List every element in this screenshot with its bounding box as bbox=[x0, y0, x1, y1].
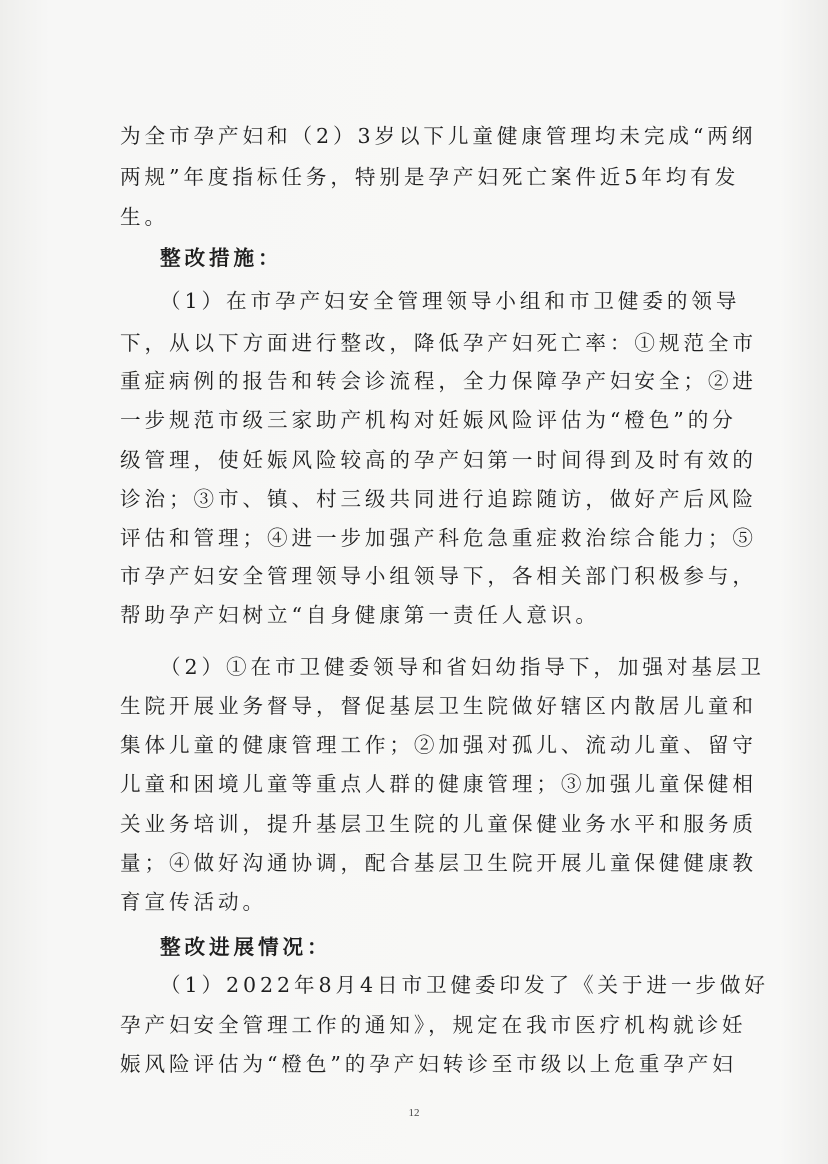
text-line: 量；④做好沟通协调，配合基层卫生院开展儿童保健健康教 bbox=[120, 851, 757, 875]
page-number: 12 bbox=[408, 1107, 420, 1119]
text-line: （1）2022年8月4日市卫健委印发了《关于进一步做好 bbox=[160, 973, 769, 997]
text-line: 诊治；③市、镇、村三级共同进行追踪随访，做好产后风险 bbox=[120, 487, 757, 511]
text-line: 市孕产妇安全管理领导小组领导下，各相关部门积极参与， bbox=[120, 564, 757, 588]
text-line: 评估和管理；④进一步加强产科危急重症救治综合能力；⑤ bbox=[120, 526, 757, 550]
section-heading: 整改进展情况： bbox=[160, 935, 332, 959]
text-line: 关业务培训，提升基层卫生院的儿童保健业务水平和服务质 bbox=[120, 812, 757, 836]
text-line: 重症病例的报告和转会诊流程，全力保障孕产妇安全；②进 bbox=[120, 369, 757, 393]
text-line: 育宣传活动。 bbox=[120, 890, 267, 914]
text-line: （1）在市孕产妇安全管理领导小组和市卫健委的领导 bbox=[160, 289, 741, 313]
text-line: 下，从以下方面进行整改，降低孕产妇死亡率：①规范全市 bbox=[120, 331, 757, 355]
text-line: 集体儿童的健康管理工作；②加强对孤儿、流动儿童、留守 bbox=[120, 733, 757, 757]
section-heading: 整改措施： bbox=[160, 246, 283, 270]
text-line: 生。 bbox=[120, 205, 169, 229]
text-line: 生院开展业务督导，督促基层卫生院做好辖区内散居儿童和 bbox=[120, 694, 757, 718]
text-line: 帮助孕产妇树立“自身健康第一责任人意识。 bbox=[120, 603, 600, 627]
text-line: 为全市孕产妇和（2）3岁以下儿童健康管理均未完成“两纲 bbox=[120, 124, 757, 148]
text-line: （2）①在市卫健委领导和省妇幼指导下，加强对基层卫 bbox=[160, 655, 765, 679]
text-line: 娠风险评估为“橙色”的孕产妇转诊至市级以上危重孕产妇 bbox=[120, 1052, 737, 1076]
text-line: 级管理，使妊娠风险较高的孕产妇第一时间得到及时有效的 bbox=[120, 448, 757, 472]
text-line: 一步规范市级三家助产机构对妊娠风险评估为“橙色”的分 bbox=[120, 408, 737, 432]
text-line: 两规”年度指标任务，特别是孕产妇死亡案件近5年均有发 bbox=[120, 165, 740, 189]
text-line: 儿童和困境儿童等重点人群的健康管理；③加强儿童保健相 bbox=[120, 772, 757, 796]
text-line: 孕产妇安全管理工作的通知》，规定在我市医疗机构就诊妊 bbox=[120, 1013, 747, 1037]
